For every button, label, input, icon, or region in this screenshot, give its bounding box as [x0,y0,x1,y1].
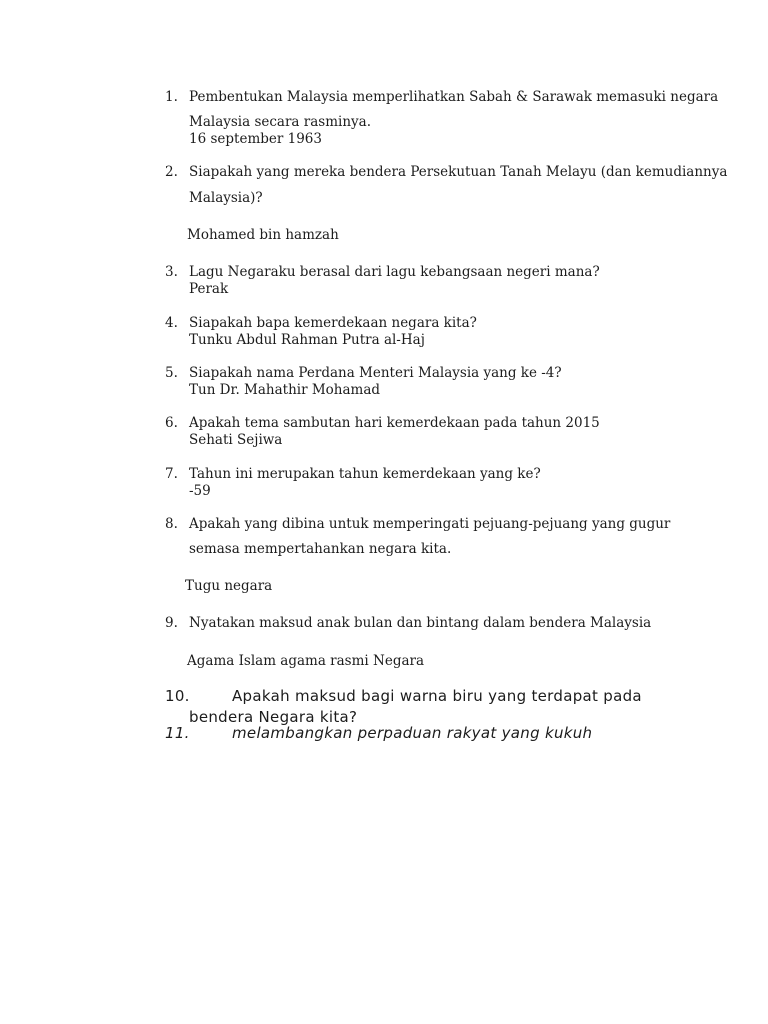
question-5-text: Siapakah nama Perdana Menteri Malaysia yang ke -4? [189,365,562,381]
question-10-text-cont: bendera Negara kita? [189,708,358,726]
question-2-number: 2. [165,164,178,180]
question-4-answer: Tunku Abdul Rahman Putra al-Haj [189,332,425,348]
question-7-number: 7. [165,466,178,482]
question-9-number: 9. [165,615,178,631]
question-6-answer: Sehati Sejiwa [189,432,283,448]
question-5-number: 5. [165,365,178,381]
question-2-text: Siapakah yang mereka bendera Persekutuan Tanah Melayu (dan kemudiannya [189,164,728,180]
question-8-text: Apakah yang dibina untuk memperingati pejuang-pejuang yang gugur [189,516,671,532]
question-9-text: Nyatakan maksud anak bulan dan bintang dalam bendera Malaysia [189,615,652,631]
question-10-text: Apakah maksud bagi warna biru yang terdapat pada [232,687,642,705]
question-1-number: 1. [165,89,178,105]
question-3-answer: Perak [189,281,229,297]
question-10-number: 10. [165,687,190,705]
question-11-text: melambangkan perpaduan rakyat yang kukuh [232,724,593,742]
question-7-text: Tahun ini merupakan tahun kemerdekaan yang ke? [189,466,541,482]
question-4-number: 4. [165,315,178,331]
question-3-text: Lagu Negaraku berasal dari lagu kebangsaan negeri mana? [189,264,600,280]
question-5-answer: Tun Dr. Mahathir Mohamad [189,382,381,398]
question-1-answer: 16 september 1963 [189,131,322,147]
question-1-text: Pembentukan Malaysia memperlihatkan Sabah & Sarawak memasuki negara [189,89,719,105]
question-4-text: Siapakah bapa kemerdekaan negara kita? [189,315,477,331]
question-8-answer: Tugu negara [185,578,273,594]
question-11-number: 11. [165,724,190,742]
question-2-text-cont: Malaysia)? [189,190,263,206]
question-6-text: Apakah tema sambutan hari kemerdekaan pada tahun 2015 [189,415,600,431]
question-8-number: 8. [165,516,178,532]
question-3-number: 3. [165,264,178,280]
question-8-text-cont: semasa mempertahankan negara kita. [189,541,452,557]
question-9-answer: Agama Islam agama rasmi Negara [187,653,425,669]
question-6-number: 6. [165,415,178,431]
question-2-answer: Mohamed bin hamzah [187,227,339,243]
question-7-answer: -59 [189,483,211,499]
question-1-text-cont: Malaysia secara rasminya. [189,114,371,130]
